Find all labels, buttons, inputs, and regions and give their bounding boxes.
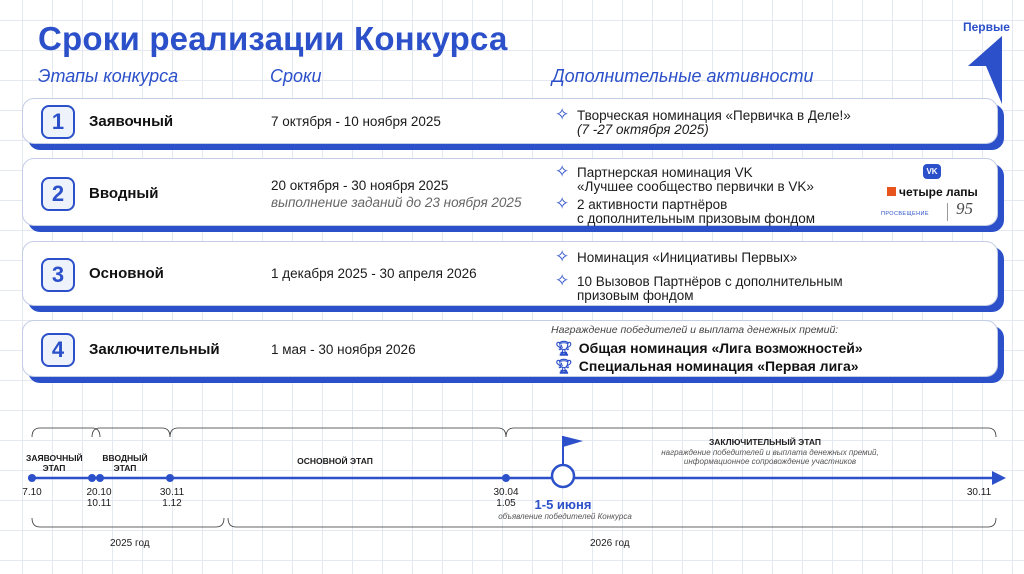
brand-label: Первые [963, 20, 1010, 34]
year-label-2026: 2026 год [590, 538, 630, 549]
flag-icon [563, 436, 583, 447]
trophy-icon: 🏆︎ [555, 358, 573, 374]
award-item: 🏆︎ Специальная номинация «Первая лига» [555, 358, 859, 374]
award-item: 🏆︎ Общая номинация «Лига возможностей» [555, 340, 863, 356]
column-header-activities: Дополнительные активности [552, 66, 814, 86]
sparkle-star-icon: ✧ [555, 247, 570, 266]
stage-number: 3 [41, 258, 75, 292]
anniversary-logo: 95 [956, 199, 973, 218]
page-title: Сроки реализации Конкурса [38, 20, 508, 57]
highlight-milestone [552, 465, 574, 487]
stage-number: 2 [41, 177, 75, 211]
highlight-note: объявление победителей Конкурса [498, 512, 632, 521]
stage-card-1: 1 Заявочный 7 октября - 10 ноября 2025 ✧ Творческая номинация «Первичка в Деле!» (7 -27 октября 2025) [22, 98, 998, 144]
sparkle-star-icon: ✧ [555, 105, 570, 124]
timeline-label-zayavochny: ЗАЯВОЧНЫЙ ЭТАП [26, 453, 83, 473]
year-label-2025: 2025 год [110, 538, 150, 549]
sparkle-star-icon: ✧ [555, 194, 570, 213]
sparkle-star-icon: ✧ [555, 162, 570, 181]
bracket-vvodny [92, 428, 170, 437]
timeline-date: 7.10 [22, 487, 42, 498]
stage-dates: 7 октября - 10 ноября 2025 [271, 114, 441, 129]
chetyre-lapy-logo: четыре лапы [887, 185, 978, 199]
stage-number: 4 [41, 333, 75, 367]
prosveshchenie-logo: ПРОСВЕЩЕНИЕ [881, 211, 929, 217]
bracket-zayavochny [32, 428, 100, 437]
vk-logo: VK [923, 164, 941, 179]
timeline-date: 30.11 [966, 487, 992, 498]
timeline-label-osnovnoy: ОСНОВНОЙ ЭТАП [297, 456, 373, 466]
bracket-final [506, 428, 996, 437]
stage-name: Заключительный [89, 341, 220, 358]
trophy-icon: 🏆︎ [555, 340, 573, 356]
stage-card-3: 3 Основной 1 декабря 2025 - 30 апреля 2026 ✧ Номинация «Инициативы Первых» ✧ 10 Вызовов Партнёров с дополнительным призовым фондом [22, 241, 998, 306]
stage-dates: 20 октября - 30 ноября 2025 выполнение заданий до 23 ноября 2025 [271, 178, 522, 210]
timeline-final-note: награждение победителей и выплата денежных премий, информационное сопровождение участников [661, 448, 879, 466]
timeline-date: 30.11 1.12 [159, 487, 185, 509]
timeline-date: 20.10 10.11 [86, 487, 112, 509]
timeline-arrow-icon [992, 471, 1006, 485]
bracket-year-2025 [32, 518, 224, 527]
stage-dates: 1 декабря 2025 - 30 апреля 2026 [271, 266, 477, 281]
highlight-date: 1-5 июня [534, 497, 592, 512]
stage-number: 1 [41, 105, 75, 139]
column-header-stages: Этапы конкурса [38, 66, 179, 86]
stage-dates-note: выполнение заданий до 23 ноября 2025 [271, 195, 522, 210]
stage-name: Основной [89, 265, 164, 282]
timeline-date: 30.04 1.05 [493, 487, 519, 509]
awards-heading: Награждение победителей и выплата денежных премий: [551, 324, 839, 336]
column-header-dates: Сроки [270, 66, 322, 86]
stage-name: Заявочный [89, 113, 174, 130]
stage-dates: 1 мая - 30 ноября 2026 [271, 342, 416, 357]
sparkle-star-icon: ✧ [555, 271, 570, 290]
stage-name: Вводный [89, 185, 159, 202]
bracket-osnovnoy [170, 428, 506, 437]
stage-card-2: 2 Вводный 20 октября - 30 ноября 2025 выполнение заданий до 23 ноября 2025 ✧ Партнерская номинация VK «Лучшее сообщество первички в VK» ✧ 2 активности партнёров с дополнительным призовым фондом VK четыре лапы ПРОСВЕЩЕНИЕ 95 [22, 158, 998, 226]
timeline-label-final: ЗАКЛЮЧИТЕЛЬНЫЙ ЭТАП [708, 437, 822, 447]
timeline-label-vvodny: ВВОДНЫЙ ЭТАП [102, 453, 148, 473]
